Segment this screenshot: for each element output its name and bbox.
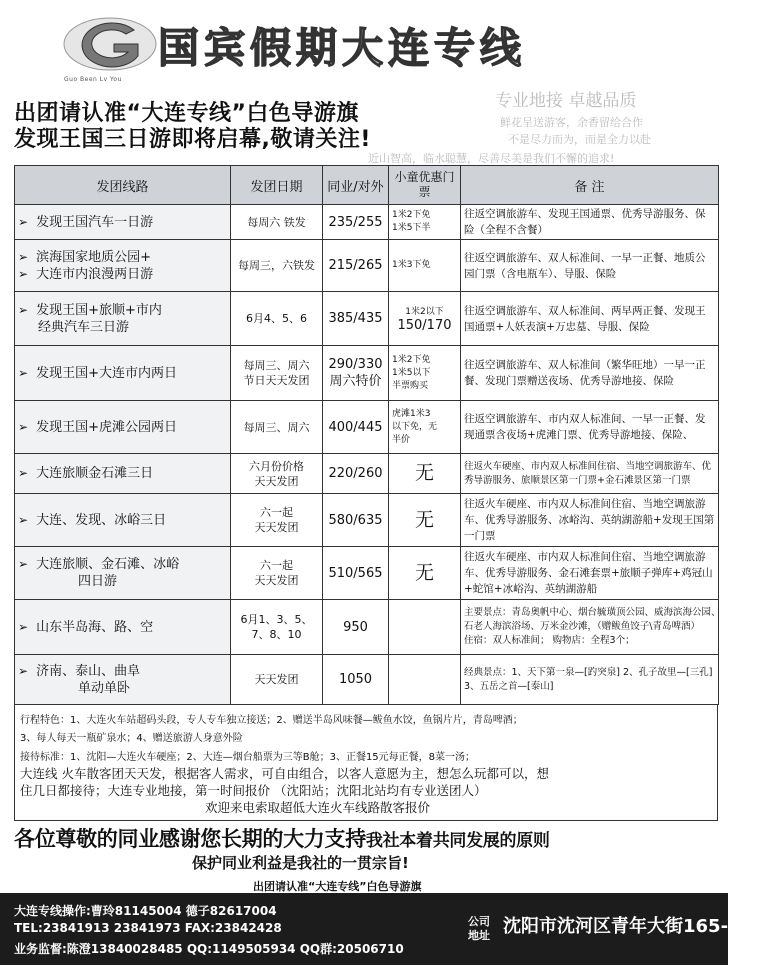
note-cell: 往返空调旅游车、市内双人标准间、一早一正餐、发现通票含夜场+虎滩门票、优秀导游地接、保险、 [461, 401, 719, 454]
note-cell: 主要景点：青岛奥帆中心、烟台毓璜顶公园、威海滨海公园、 石老人海滨浴场、万米金沙滩，（赠鲅鱼饺子\青岛啤酒） 住宿：双人标准间； 购物店：全程3个； [461, 600, 719, 655]
note-cell: 往返空调旅游车、双人标准间、一早一正餐、地质公园门票（含电瓶车）、导服、保险 [461, 240, 719, 292]
price-cell: 290/330 周六特价 [323, 346, 389, 401]
price-cell: 235/255 [323, 205, 389, 240]
header-price: 同业/对外 [323, 166, 389, 205]
arrow-bullet-icon: ➢ [18, 266, 29, 281]
tel-fax: TEL:23841913 23841973 FAX:23842428 [14, 921, 282, 935]
child-cell [389, 655, 461, 705]
note-cell: 往返空调旅游车、发现王国通票、优秀导游服务、保险（全程不含餐） [461, 205, 719, 240]
arrow-bullet-icon: ➢ [18, 466, 29, 480]
company-address: 沈阳市沈河区青年大街165-9号 [503, 916, 759, 937]
arrow-bullet-icon: ➢ [18, 365, 29, 380]
table-row [15, 494, 719, 547]
headline-kingdom-tour: 发现王国三日游即将启幕,敬请关注! [14, 127, 371, 152]
child-cell: 无 [389, 494, 461, 547]
arrow-bullet-icon: ➢ [18, 419, 29, 434]
date-cell: 6月1、3、5、 7、8、10 [231, 600, 323, 655]
arrow-bullet-icon: ➢ [18, 214, 29, 229]
route-cell: ➢ 发现王国+虎滩公园两日 [15, 401, 231, 454]
date-cell: 六月份价格 天天发团 [231, 454, 323, 494]
slogan-main: 专业地接 卓越品质 [495, 91, 637, 111]
table-header-row [15, 166, 719, 205]
note-cell: 往返火车硬座、市内双人标准间住宿、当地空调旅游车、优秀导游服务、金石滩套票+旅顺子弹库+鸡冠山+蛇馆+冰峪沟、英纳湖游船 [461, 547, 719, 600]
header-date: 发团日期 [231, 166, 323, 205]
feature-line: 3、每人每天一瓶矿泉水；4、赠送旅游人身意外险 [20, 733, 243, 744]
child-cell: 1米3下免 [389, 240, 461, 292]
logo-subtitle: Guo Been Lv You [64, 76, 122, 83]
child-cell: 无 [389, 547, 461, 600]
date-cell: 每周三、周六 [231, 401, 323, 454]
feature-line: 行程特色：1、大连火车站超码头段，专人专车独立接送；2、赠送半岛风味餐—鲅鱼水饺，鱼锅片片，青岛啤酒； [20, 715, 523, 726]
price-cell: 400/445 [323, 401, 389, 454]
slogan-line: 不是尽力而为，而是全力以赴 [508, 133, 651, 146]
table-row [15, 547, 719, 600]
price-cell: 220/260 [323, 454, 389, 494]
table-row [15, 401, 719, 454]
route-cell: ➢ 滨海国家地质公园+ ➢ 大连市内浪漫两日游 [15, 240, 231, 292]
slogan-line: 鲜花呈送游客，余香留给合作 [500, 116, 643, 129]
table-row [15, 205, 719, 240]
arrow-bullet-icon: ➢ [18, 619, 29, 634]
date-cell: 六一起 天天发团 [231, 494, 323, 547]
table-row [15, 454, 719, 494]
route-cell: ➢ 大连、发现、冰峪三日 [15, 494, 231, 547]
table-row [15, 655, 719, 705]
arrow-bullet-icon: ➢ [18, 249, 29, 264]
header-route: 发团线路 [15, 166, 231, 205]
price-cell: 950 [323, 600, 389, 655]
price-cell: 385/435 [323, 292, 389, 346]
route-cell: ➢ 发现王国+大连市内两日 [15, 346, 231, 401]
page-title: 国宾假期大连专线 [158, 24, 526, 72]
headline-guide-flag: 出团请认准“大连专线”白色导游旗 [14, 101, 359, 126]
note-cell: 经典景点：1、天下第一泉—[趵突泉] 2、孔子故里—[三孔] 3、五岳之首—[泰山] [461, 655, 719, 705]
child-cell: 1米2以下 150/170 [389, 292, 461, 346]
table-row [15, 600, 719, 655]
route-cell: ➢ 发现王国+旅顺+市内 经典汽车三日游 [15, 292, 231, 346]
date-cell: 天天发团 [231, 655, 323, 705]
child-cell: 无 [389, 454, 461, 494]
arrow-bullet-icon: ➢ [18, 557, 29, 571]
route-cell: ➢ 大连旅顺、金石滩、冰峪 四日游 [15, 547, 231, 600]
tour-table [14, 165, 719, 705]
table-row [15, 240, 719, 292]
price-cell: 215/265 [323, 240, 389, 292]
arrow-bullet-icon: ➢ [18, 512, 29, 527]
note-cell: 往返火车硬座、市内双人标准间住宿、当地空调旅游车、优秀导游服务、旅顺景区第一门票+金石滩景区第一门票 [461, 454, 719, 494]
price-cell: 580/635 [323, 494, 389, 547]
table-row [15, 292, 719, 346]
price-cell: 510/565 [323, 547, 389, 600]
child-cell: 虎滩1米3 以下免，无 半价 [389, 401, 461, 454]
address-label: 公司地址 [468, 915, 490, 942]
date-cell: 6月4、5、6 [231, 292, 323, 346]
principle-banner: 保护同业利益是我社的一贯宗旨! [192, 854, 409, 872]
route-cell: ➢ 发现王国汽车一日游 [15, 205, 231, 240]
slogan-line: 近山智高，临水聪慧，尽善尽美是我们不懈的追求! [368, 152, 615, 165]
child-cell [389, 600, 461, 655]
operator-contact: 大连专线操作:曹玲81145004 德子82617004 [14, 904, 277, 918]
date-cell: 每周六 铁发 [231, 205, 323, 240]
date-cell: 每周三，六铁发 [231, 240, 323, 292]
arrow-bullet-icon: ➢ [18, 302, 29, 317]
route-cell: ➢ 山东半岛海、路、空 [15, 600, 231, 655]
arrow-bullet-icon: ➢ [18, 663, 29, 678]
supervisor-contact: 业务监督:陈澄13840028485 QQ:1149505934 QQ群:20506710 [14, 942, 404, 956]
date-cell: 六一起 天天发团 [231, 547, 323, 600]
note-cell: 往返火车硬座、市内双人标准间住宿、当地空调旅游车、优秀导游服务、冰峪沟、英纳湖游船+发现王国第一门票 [461, 494, 719, 547]
header-notes: 备 注 [461, 166, 719, 205]
note-cell: 往返空调旅游车、双人标准间、两早两正餐、发现王国通票+人妖表演+万忠墓、导服、保险 [461, 292, 719, 346]
route-cell: ➢ 济南、泰山、曲阜 单动单卧 [15, 655, 231, 705]
company-logo [62, 14, 158, 80]
child-cell: 1米2下免 1米5下半 [389, 205, 461, 240]
child-cell: 1米2下免 1米5以下 半票购买 [389, 346, 461, 401]
guide-flag-notice: 出团请认准“大连专线”白色导游旗 [253, 880, 422, 893]
dalian-line-text: 欢迎来电索取超低大连火车线路散客报价 [205, 800, 431, 815]
header-child-ticket: 小童优惠门票 [389, 166, 461, 205]
route-cell: ➢ 大连旅顺金石滩三日 [15, 454, 231, 494]
reception-standard: 接待标准：1、沈阳—大连火车硬座；2、大连—烟台船票为三等B舱；3、正餐15元每正餐，8菜一汤； [20, 752, 476, 763]
note-cell: 往返空调旅游车、双人标准间（繁华旺地）一早一正餐、发现门票赠送夜场、优秀导游地接、保险 [461, 346, 719, 401]
dalian-line-text: 住几日都接待；大连专业地接，第一时间报价 （沈阳站；沈阳北站均有专业送团人） [20, 783, 487, 798]
date-cell: 每周三、周六 节日天天发团 [231, 346, 323, 401]
table-row [15, 346, 719, 401]
price-cell: 1050 [323, 655, 389, 705]
dalian-line-text: 大连线 火车散客团天天发，根据客人需求，可自由组合，以客人意愿为主，想怎么玩都可以，想 [20, 766, 549, 781]
thanks-banner: 各位尊敬的同业感谢您长期的大力支持我社本着共同发展的原则 [14, 827, 550, 851]
